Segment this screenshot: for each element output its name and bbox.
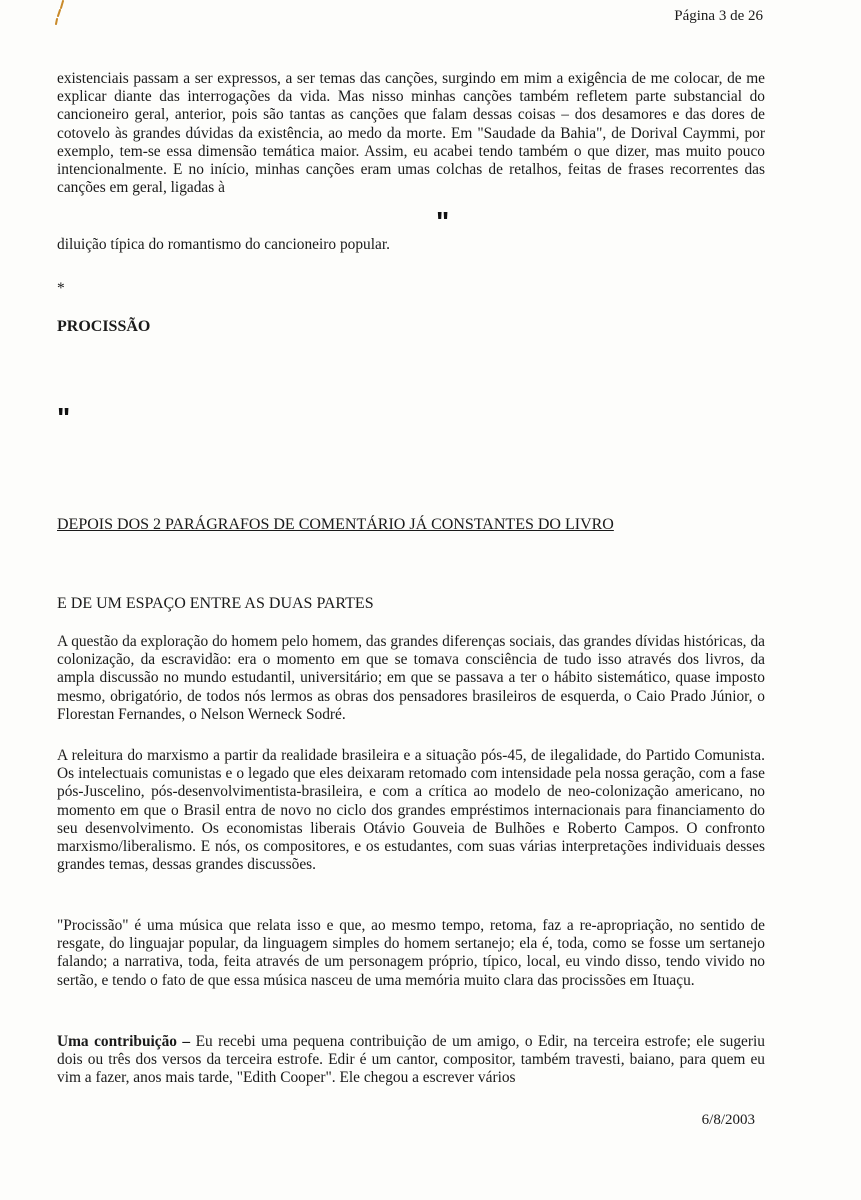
asterisk-separator: * bbox=[57, 280, 65, 297]
paragraph-continued: existenciais passam a ser expressos, a ser temas das canções, surgindo em mim a exigência de me colocar, de me explicar diante das interrogações da vida. Mas nisso minhas canções também refletem parte substancial do cancioneiro geral, anterior, pois são tantas as canções que falam dessas coisas – dos desamores e das dores de cotovelo às grandes dúvidas da existência, ao medo da morte. Em "Saudade da Bahia", de Dorival Caymmi, por exemplo, tem-se essa dimensão temática maior. Assim, eu acabei tendo também o que dizer, mas muito pouco intencionalmente. E no início, minhas canções eram umas colchas de retalhos, feitas de frases recorrentes das canções em geral, ligadas à bbox=[57, 70, 765, 197]
last-line-block bbox=[57, 236, 765, 254]
footer-date: 6/8/2003 bbox=[701, 1112, 755, 1128]
paragraph-lead: Uma contribuição – bbox=[57, 1033, 191, 1050]
paragraph-last-line: diluição típica do romantismo do cancioneiro popular. bbox=[57, 236, 390, 253]
page-number: Página 3 de 26 bbox=[674, 8, 763, 24]
paragraph bbox=[57, 1033, 765, 1088]
pen-mark-icon bbox=[52, 0, 66, 26]
paragraph-4-block bbox=[57, 1033, 765, 1088]
editorial-instruction: DEPOIS DOS 2 PARÁGRAFOS DE COMENTÁRIO JÁ CONSTANTES DO LIVRO bbox=[57, 516, 614, 533]
paragraph: "Procissão" é uma música que relata isso e que, ao mesmo tempo, retoma, faz a re-apropriação, no sentido de resgate, do linguajar popular, da linguagem simples do homem sertanejo; ela é, toda, como se fosse um sertanejo falando; a narrativa, toda, feita através de um personagem próprio, típico, local, eu vindo disso, tendo vivido no sertão, e tendo o fato de que essa música nasceu de uma memória muito clara das procissões em Ituaçu. bbox=[57, 917, 765, 989]
paragraph-3-block bbox=[57, 917, 765, 990]
quotation-mark-icon-2: " bbox=[57, 402, 69, 433]
paragraph-2-block bbox=[57, 747, 765, 874]
quotation-mark-icon: " bbox=[436, 206, 448, 237]
paragraph: A questão da exploração do homem pelo homem, das grandes diferenças sociais, das grandes dívidas históricas, da colonização, da escravidão: era o momento em que se tomava consciência de tudo isso através dos livros, da ampla discussão no mundo estudantil, universitário; em que se passava a ter o hábito sistemático, quase imposto mesmo, obrigatório, de todos nós lermos as obras dos pensadores brasileiros de esquerda, o Caio Prado Júnior, o Florestan Fernandes, o Nelson Werneck Sodré. bbox=[57, 633, 765, 723]
editorial-instruction-2: E DE UM ESPAÇO ENTRE AS DUAS PARTES bbox=[57, 595, 374, 612]
paragraph-text: Eu recebi uma pequena contribuição de um amigo, o Edir, na terceira estrofe; ele sugeriu dois ou três dos versos da terceira estrofe. Edir é um cantor, compositor, também travesti, baiano, para quem eu vim a fazer, anos mais tarde, "Edith Cooper". Ele chegou a escrever vários bbox=[57, 1033, 765, 1087]
body-text-block bbox=[57, 70, 765, 197]
paragraph: A releitura do marxismo a partir da realidade brasileira e a situação pós-45, de ilegalidade, do Partido Comunista. Os intelectuais comunistas e o legado que eles deixaram retomado com intensidade pela nossa geração, com a fase pós-Juscelino, pós-desenvolvimentista-brasileira, e com a crítica ao modelo de neo-colonização americano, no momento em que o Brasil entra de novo no ciclo dos grandes empréstimos internacionais para financiamento do seu desenvolvimento. Os economistas liberais Otávio Gouveia de Bulhões e Roberto Campos. O confronto marxismo/liberalismo. E nós, os compositores, e os estudantes, com suas várias interpretações individuais desses grandes temas, dessas grandes discussões. bbox=[57, 747, 765, 874]
paragraph-1-block bbox=[57, 633, 765, 724]
section-title: PROCISSÃO bbox=[57, 318, 151, 335]
